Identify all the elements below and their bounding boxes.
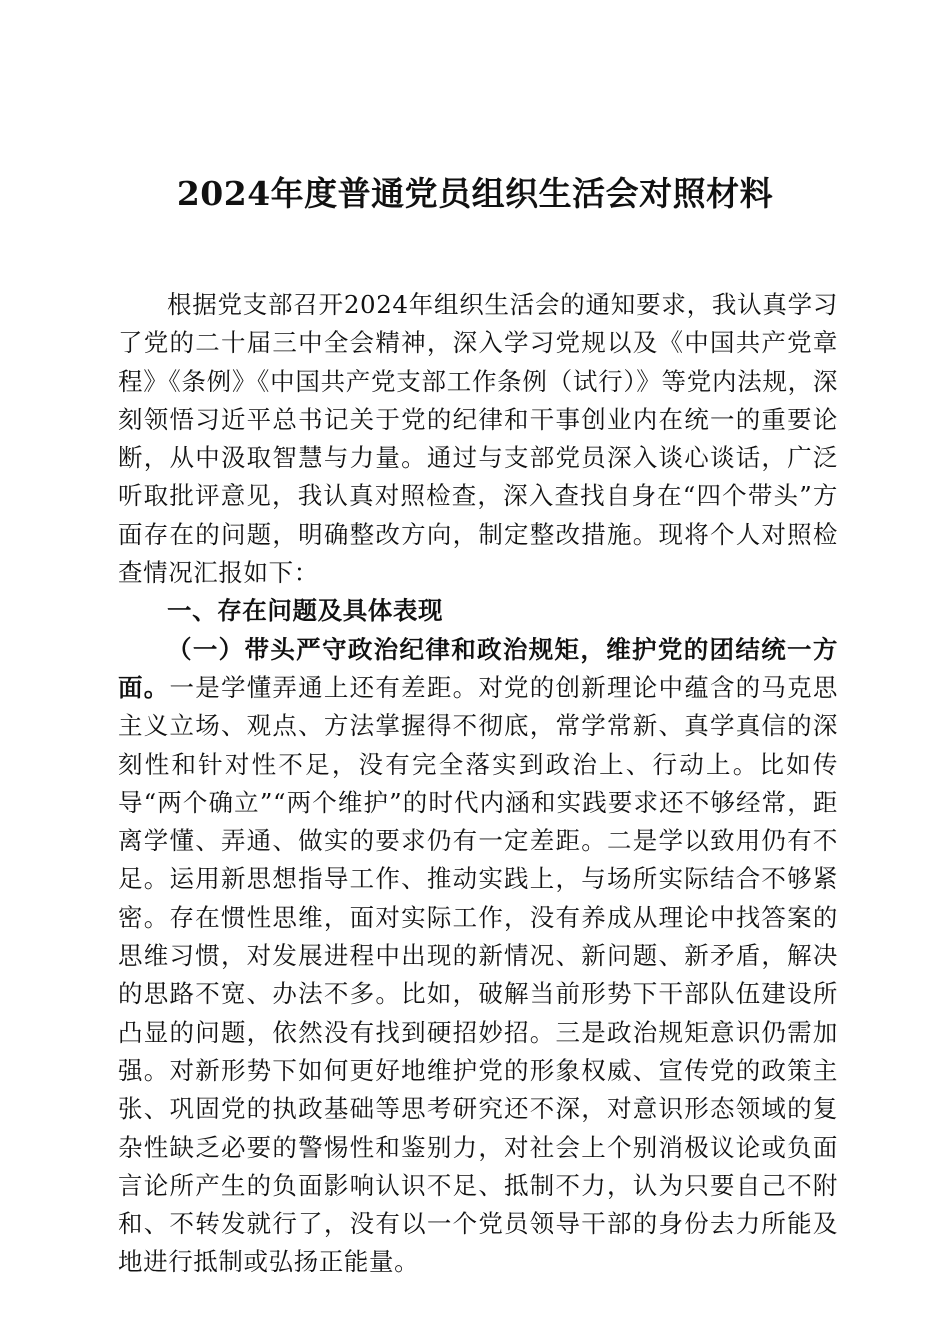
intro-paragraph: 根据党支部召开2024年组织生活会的通知要求，我认真学习了党的二十届三中全会精神，深入学习党规以及《中国共产党章程》《条例》《中国共产党支部工作条例（试行）》等党内法规，深刻领悟习近平总书记关于党的纪律和干事创业内在统一的重要论断，从中汲取智慧与力量。通过与支部党员深入谈心谈话，广泛听取批评意见，我认真对照检查，深入查找自身在“四个带头”方面存在的问题，明确整改方向，制定整改措施。现将个人对照检查情况汇报如下： [118,290,838,588]
document-body [118,286,838,1282]
section-heading: 一、存在问题及具体表现 [167,596,444,626]
subsection-body: 一是学懂弄通上还有差距。对党的创新理论中蕴含的马克思主义立场、观点、方法掌握得不彻底，常学常新、真学真信的深刻性和针对性不足，没有完全落实到政治上、行动上。比如传导“两个确立”“两个维护”的时代内涵和实践要求还不够经常，距离学懂、弄通、做实的要求仍有一定差距。二是学以致用仍有不足。运用新思想指导工作、推动实践上，与场所实际结合不够紧密。存在惯性思维，面对实际工作，没有养成从理论中找答案的思维习惯，对发展进程中出现的新情况、新问题、新矛盾，解决的思路不宽、办法不多。比如，破解当前形势下干部队伍建设所凸显的问题，依然没有找到硬招妙招。三是政治规矩意识仍需加强。对新形势下如何更好地维护党的形象权威、宣传党的政策主张、巩固党的执政基础等思考研究还不深，对意识形态领域的复杂性缺乏必要的警惕性和鉴别力，对社会上个别消极议论或负面言论所产生的负面影响认识不足、抵制不力，认为只要自己不附和、不转发就行了，没有以一个党员领导干部的身份去力所能及地进行抵制或弘扬正能量。 [118,672,838,1277]
subsection-heading: （一）带头严守政治纪律和政治规矩，维护党的团结统一方面。 [118,634,838,702]
subsection-paragraph [118,631,838,1282]
document-title: 2024年度普通党员组织生活会对照材料 [176,174,774,213]
